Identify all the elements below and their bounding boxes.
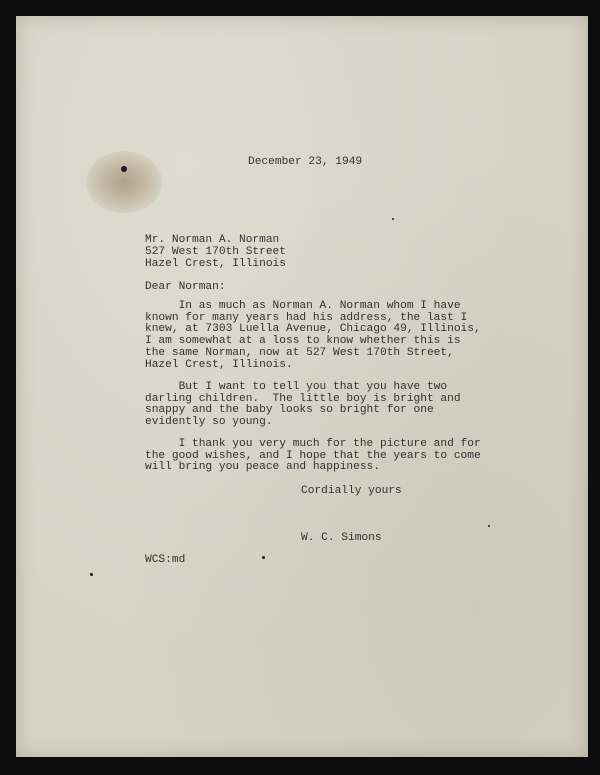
recipient-name: Mr. Norman A. Norman — [145, 234, 280, 246]
letter-date: December 23, 1949 — [248, 156, 363, 168]
paragraph-line: the same Norman, now at 527 West 170th Street, — [145, 346, 454, 359]
paragraph-line: darling children. The little boy is bright and — [145, 392, 461, 405]
paragraph-line: the good wishes, and I hope that the years to come — [145, 449, 481, 462]
recipient-street: 527 West 170th Street — [145, 246, 286, 258]
paragraph-line: knew, at 7303 Luella Avenue, Chicago 49, Illinois, — [145, 323, 481, 336]
closing: Cordially yours — [301, 485, 402, 497]
paragraph-line: evidently so young. — [145, 416, 273, 429]
body-paragraph-3 — [145, 439, 505, 474]
body-paragraph-2 — [145, 382, 505, 429]
ink-speck — [392, 218, 394, 220]
ink-speck — [90, 573, 93, 576]
paragraph-line: But I want to tell you that you have two — [145, 381, 448, 393]
ink-speck — [262, 556, 265, 559]
body-paragraph-1 — [145, 301, 505, 371]
signer-name: W. C. Simons — [301, 532, 382, 544]
reference-initials: WCS:md — [145, 554, 186, 566]
paragraph-line: snappy and the baby looks so bright for one — [145, 404, 434, 417]
paragraph-line: I thank you very much for the picture and for — [145, 438, 481, 450]
paragraph-line: Hazel Crest, Illinois. — [145, 358, 293, 371]
recipient-city: Hazel Crest, Illinois — [145, 258, 286, 270]
paper-stain — [86, 151, 162, 213]
ink-speck — [488, 525, 490, 527]
paragraph-line: In as much as Norman A. Norman whom I have — [145, 300, 461, 312]
paragraph-line: will bring you peace and happiness. — [145, 461, 380, 474]
paragraph-line: I am somewhat at a loss to know whether this is — [145, 335, 461, 348]
paragraph-line: known for many years had his address, the last I — [145, 311, 468, 324]
salutation: Dear Norman: — [145, 281, 226, 293]
ink-speck — [121, 166, 127, 172]
